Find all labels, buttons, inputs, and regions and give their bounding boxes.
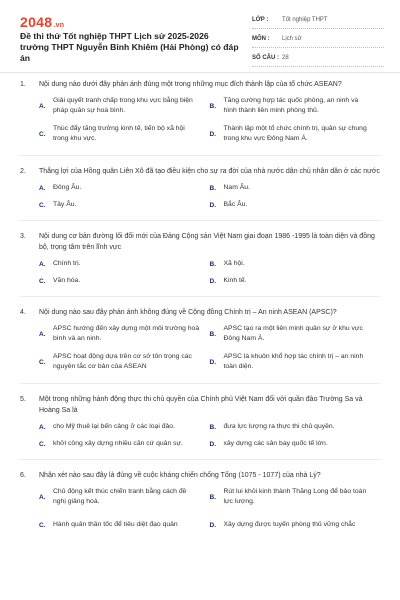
option-b[interactable] <box>210 182 381 194</box>
option-letter: B. <box>209 260 216 268</box>
option-a[interactable] <box>39 421 210 433</box>
option-a[interactable] <box>39 258 210 270</box>
option-letter: A. <box>39 330 46 338</box>
option-letter: B. <box>209 493 216 501</box>
question-6 <box>0 470 400 542</box>
question-divider <box>20 220 380 221</box>
option-a[interactable] <box>39 323 210 345</box>
question-number: 2. <box>20 168 26 175</box>
option-text: Nam Âu. <box>223 184 250 191</box>
option-c[interactable] <box>39 275 210 287</box>
option-d[interactable] <box>210 275 381 287</box>
question-divider <box>20 155 380 156</box>
option-letter: C. <box>39 201 46 209</box>
option-d[interactable] <box>210 199 381 211</box>
page-title: Đề thi thử Tốt nghiệp THPT Lịch sử 2025-2026 trường THPT Nguyễn Bỉnh Khiêm (Hải Phòng) có đáp án <box>20 31 239 63</box>
option-letter: D. <box>209 130 216 138</box>
option-a[interactable] <box>39 182 210 194</box>
option-text: Thành lập một tổ chức chính trị, quân sự chung trong khu vực Đông Nam Á. <box>223 125 367 142</box>
document-header <box>0 0 400 70</box>
question-text: Thắng lợi của Hồng quân Liên Xô đã tạo điều kiện cho sự ra đời của nhà nước dân chủ nhân dân ở các nước <box>39 168 380 175</box>
option-c[interactable] <box>39 438 210 450</box>
meta-label: LỚP : <box>252 17 269 23</box>
question-2 <box>0 166 400 221</box>
option-text: Xã hội. <box>223 260 245 267</box>
option-letter: A. <box>39 102 46 110</box>
question-number: 5. <box>20 396 26 403</box>
question-number: 3. <box>20 233 26 240</box>
option-text: Tăng cường hợp tác quốc phòng, an ninh và hình thành liên minh phòng thủ. <box>223 97 359 114</box>
option-letter: A. <box>39 184 46 192</box>
option-a[interactable] <box>39 95 210 117</box>
option-text: xây dựng các sân bay quốc tế lớn. <box>223 440 328 447</box>
meta-label: MÔN : <box>252 36 270 42</box>
header-divider <box>0 72 400 73</box>
option-a[interactable] <box>39 486 210 508</box>
option-text: Đông Âu. <box>53 184 82 191</box>
option-d[interactable] <box>210 123 381 145</box>
option-d[interactable] <box>210 514 381 536</box>
option-b[interactable] <box>210 258 381 270</box>
question-divider <box>20 459 380 460</box>
question-number: 1. <box>20 81 26 88</box>
option-letter: A. <box>39 493 46 501</box>
question-text: Nhận xét nào sau đây là đúng về cuộc kháng chiến chống Tống (1075 - 1077) của nhà Lý? <box>39 472 321 479</box>
question-4 <box>0 307 400 384</box>
option-letter: C. <box>39 440 46 448</box>
question-text: Nội dung nào sau đây phản ánh không đúng về Cộng đồng Chính trị – An ninh ASEAN (APSC)? <box>39 309 337 316</box>
option-letter: B. <box>209 102 216 110</box>
option-b[interactable] <box>210 95 381 117</box>
meta-class <box>252 12 384 29</box>
question-1 <box>0 79 400 156</box>
exam-meta <box>252 12 384 69</box>
option-letter: B. <box>209 423 216 431</box>
option-c[interactable] <box>39 514 210 536</box>
option-text: Rút lui khỏi kinh thành Thăng Long để bảo toàn lực lượng. <box>223 488 367 505</box>
option-d[interactable] <box>210 438 381 450</box>
option-text: khởi công xây dựng nhiều căn cứ quân sự. <box>53 440 183 447</box>
meta-label: SỐ CÂU : <box>252 55 279 61</box>
option-text: đưa lực lượng ra thực thi chủ quyền. <box>223 423 335 430</box>
option-text: Văn hóa. <box>53 277 81 284</box>
option-text: Bắc Âu. <box>223 201 248 208</box>
question-divider <box>20 296 380 297</box>
option-c[interactable] <box>39 123 210 145</box>
question-text: Nội dung cơ bản đường lối đổi mới của Đảng Cộng sản Việt Nam giai đoạn 1986 -1995 là toàn diện và đồng bộ, trọng tâm trên lĩnh vực <box>39 233 375 251</box>
option-c[interactable] <box>39 199 210 211</box>
meta-value: Lịch sử <box>282 36 302 42</box>
option-c[interactable] <box>39 351 210 373</box>
option-d[interactable] <box>210 351 381 373</box>
meta-count <box>252 50 384 67</box>
option-letter: D. <box>209 521 216 529</box>
option-b[interactable] <box>210 421 381 433</box>
question-divider <box>20 383 380 384</box>
meta-value: 28 <box>282 55 289 61</box>
option-text: Xây dựng được tuyến phòng thủ vững chắc <box>223 521 356 528</box>
question-number: 4. <box>20 309 26 316</box>
option-text: Thúc đẩy tăng trưởng kinh tế, tiến bộ xã hội trong khu vực. <box>53 125 185 142</box>
meta-value: Tốt nghiệp THPT <box>282 17 328 23</box>
option-letter: B. <box>209 330 216 338</box>
site-logo[interactable]: 2048.vn <box>20 14 65 30</box>
option-letter: C. <box>39 130 46 138</box>
question-text: Nội dung nào dưới đây phản ánh đúng một trong những mục đích thành lập của tổ chức ASEAN? <box>39 81 342 88</box>
option-letter: C. <box>39 521 46 529</box>
option-letter: D. <box>209 277 216 285</box>
option-text: APSC tạo ra một liên minh quân sự ở khu vực Đông Nam Á. <box>223 325 363 342</box>
option-letter: A. <box>39 423 46 431</box>
option-letter: C. <box>39 277 46 285</box>
option-text: APSC hoạt động dựa trên cơ sở tôn trọng các nguyên tắc cơ bản của ASEAN <box>53 353 192 370</box>
option-text: cho Mỹ thuê lại bến cảng ở các loại đảo. <box>53 423 175 430</box>
meta-subject <box>252 31 384 48</box>
option-text: Chính trị. <box>53 260 81 267</box>
question-number: 6. <box>20 472 26 479</box>
option-text: APSC hướng đến xây dựng một môi trường hoà bình và an ninh. <box>53 325 200 342</box>
question-3 <box>0 231 400 297</box>
option-letter: A. <box>39 260 46 268</box>
option-text: Tây Âu. <box>53 201 77 208</box>
option-text: Chủ động kết thúc chiến tranh bằng cách đề nghị giảng hoà. <box>53 488 187 505</box>
option-text: Hành quân thần tốc để tiêu diệt đạo quân <box>53 521 178 528</box>
question-5 <box>0 394 400 460</box>
option-letter: B. <box>209 184 216 192</box>
option-text: APSC là khuôn khổ hợp tác chính trị – an ninh toàn diện. <box>223 353 364 370</box>
option-letter: D. <box>209 440 216 448</box>
option-b[interactable] <box>210 486 381 508</box>
option-letter: D. <box>209 201 216 209</box>
option-letter: D. <box>209 358 216 366</box>
question-text: Một trong những hành động thực thi chủ quyền của Chính phủ Việt Nam đối với quần đảo Trường Sa và Hoàng Sa là <box>39 396 363 414</box>
option-letter: C. <box>39 358 46 366</box>
option-text: Giải quyết tranh chấp trong khu vực bằng biện pháp quân sự hoà bình. <box>53 97 193 114</box>
question-list <box>0 79 400 542</box>
option-b[interactable] <box>210 323 381 345</box>
option-text: Kinh tế. <box>223 277 247 284</box>
